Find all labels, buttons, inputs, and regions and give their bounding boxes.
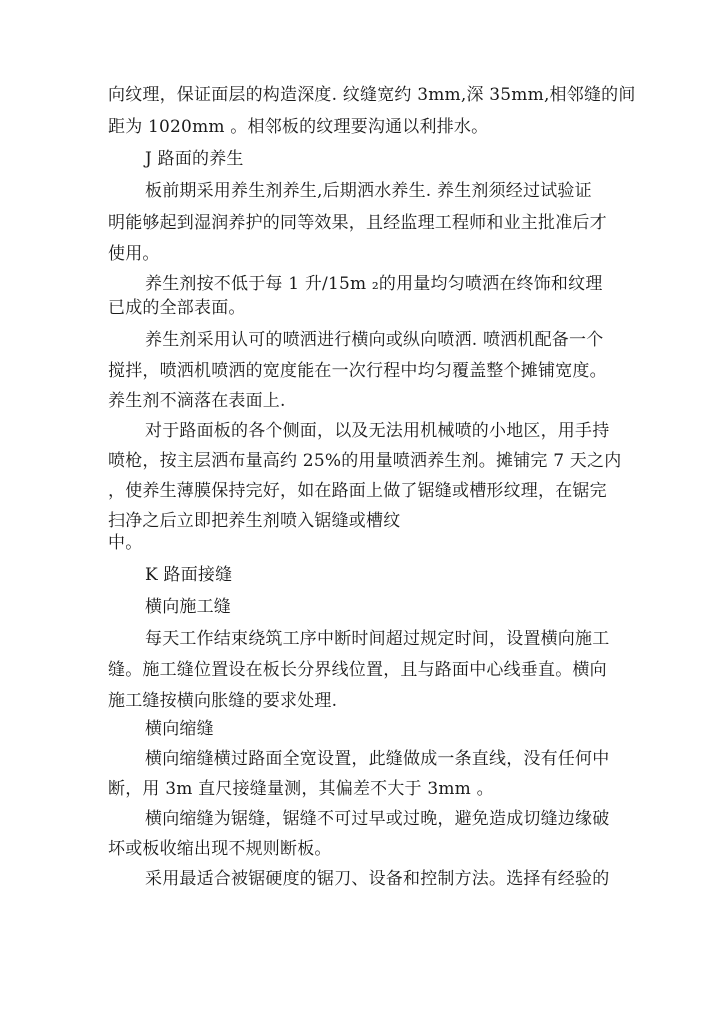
text-line: 对于路面板的各个侧面，以及无法用机械喷的小地区，用手持 <box>145 421 610 441</box>
text-line: 养生剂不滴落在表面上. <box>108 391 286 411</box>
text-line: 养生剂按不低于每 1 升/15m ₂的用量均匀喷洒在终饰和纹理 <box>145 274 603 294</box>
text-line: 采用最适合被锯硬度的锯刀、设备和控制方法。选择有经验的 <box>145 869 610 889</box>
text-line: 扫净之后立即把养生剂喷入锯缝或槽纹 <box>108 511 401 531</box>
section-heading: J 路面的养生 <box>145 149 244 169</box>
text-line: 明能够起到湿润养护的同等效果，且经监理工程师和业主批准后才 <box>108 213 607 233</box>
text-line: 板前期采用养生剂养生,后期洒水养生. 养生剂须经过试验证 <box>145 181 592 201</box>
text-line: 横向缩缝横过路面全宽设置，此缝做成一条直线，没有任何中 <box>145 749 610 769</box>
text-line: 坏或板收缩出现不规则断板。 <box>108 839 332 859</box>
text-line: 施工缝按横向胀缝的要求处理. <box>108 691 338 711</box>
section-heading: K 路面接缝 <box>145 565 233 585</box>
text-line: 距为 1020mm 。相邻板的纹理要沟通以利排水。 <box>108 117 489 137</box>
subsection-heading: 横向施工缝 <box>145 597 231 617</box>
text-line: 断，用 3m 直尺接缝量测，其偏差不大于 3mm 。 <box>108 779 494 799</box>
text-line: 横向缩缝为锯缝，锯缝不可过早或过晚，避免造成切缝边缘破 <box>145 809 610 829</box>
subsection-heading: 横向缩缝 <box>145 719 214 739</box>
text-line: 养生剂采用认可的喷洒进行横向或纵向喷洒. 喷洒机配备一个 <box>145 330 604 350</box>
text-line: 向纹理，保证面层的构造深度. 纹缝宽约 3mm,深 35mm,相邻缝的间 <box>108 85 636 105</box>
text-line: 喷枪，按主层洒布量高约 25%的用量喷洒养生剂。摊铺完 7 天之内 <box>108 451 622 471</box>
text-line: 已成的全部表面。 <box>108 298 246 318</box>
text-line: 缝。施工缝位置设在板长分界线位置，且与路面中心线垂直。横向 <box>108 660 607 680</box>
text-line: ，使养生薄膜保持完好，如在路面上做了锯缝或槽形纹理，在锯完 <box>108 481 607 501</box>
text-line: 使用。 <box>108 244 160 264</box>
text-line: 每天工作结束绕筑工序中断时间超过规定时间，设置横向施工 <box>145 629 610 649</box>
text-line: 搅拌，喷洒机喷洒的宽度能在一次行程中均匀覆盖整个摊铺宽度。 <box>108 361 607 381</box>
text-line: 中。 <box>108 533 143 553</box>
